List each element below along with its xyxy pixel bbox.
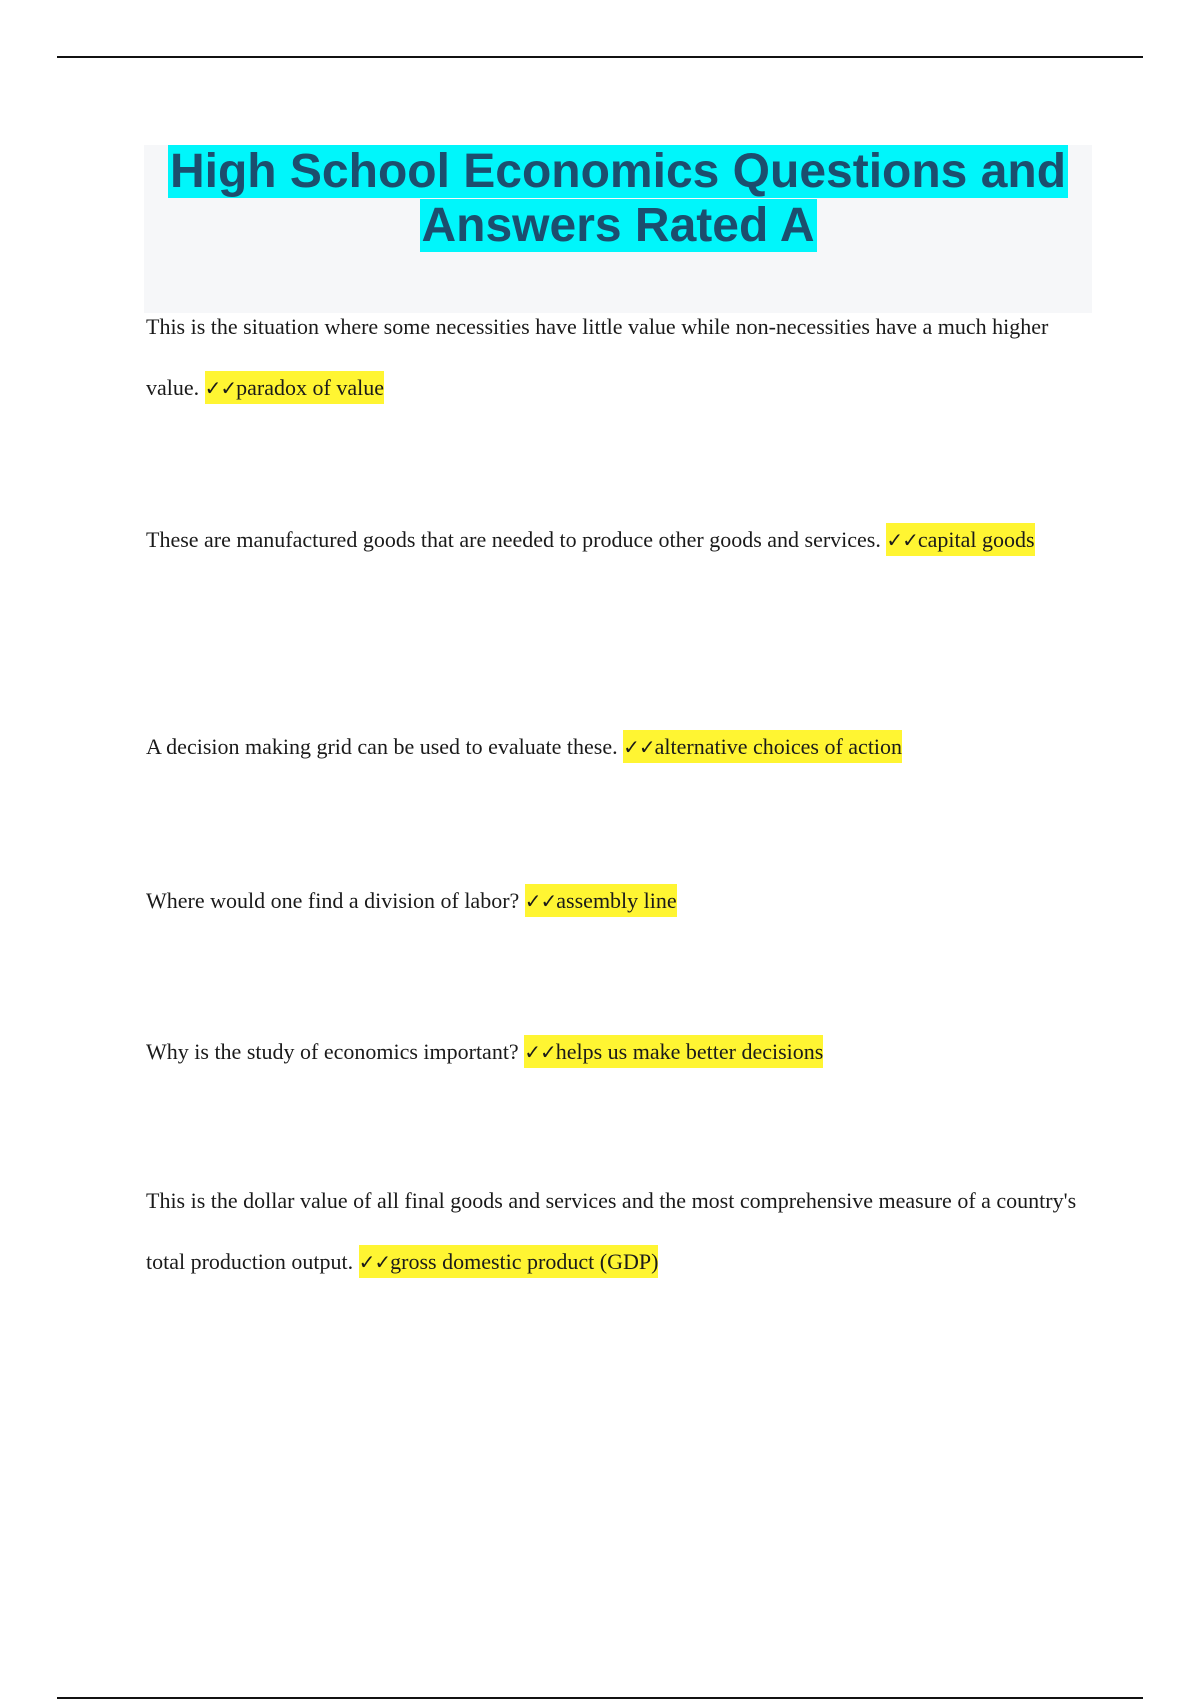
double-check-icon: ✓✓	[358, 1250, 391, 1274]
bottom-rule	[57, 1697, 1143, 1699]
answer-highlight	[886, 523, 1034, 556]
top-rule	[57, 56, 1143, 58]
qa-item-3	[146, 716, 1096, 778]
qa-item-2	[146, 509, 1096, 571]
answer-highlight	[359, 1245, 659, 1278]
qa-item-6	[146, 1170, 1096, 1293]
qa-item-1	[146, 296, 1096, 419]
double-check-icon: ✓✓	[204, 376, 237, 400]
question-text: This is the situation where some necessities have little value while non-necessities have a much higher value.	[146, 314, 1049, 400]
answer-text: helps us make better decisions	[555, 1039, 824, 1064]
answer-text: alternative choices of action	[654, 734, 903, 759]
answer-text: capital goods	[917, 527, 1035, 552]
question-text: Where would one find a division of labor?	[146, 888, 520, 913]
question-text: Why is the study of economics important?	[146, 1039, 519, 1064]
answer-text: paradox of value	[236, 375, 384, 400]
title-line-2: Answers Rated A	[421, 199, 815, 252]
answer-text: gross domestic product (GDP)	[390, 1249, 659, 1274]
question-text: A decision making grid can be used to evaluate these.	[146, 734, 618, 759]
double-check-icon: ✓✓	[623, 735, 655, 759]
double-check-icon: ✓✓	[524, 889, 557, 913]
answer-highlight	[205, 371, 384, 404]
answer-highlight	[525, 884, 677, 917]
qa-item-5	[146, 1021, 1096, 1083]
answer-highlight	[623, 730, 902, 763]
title-block	[144, 145, 1092, 313]
title-line-1: High School Economics Questions and	[169, 145, 1067, 198]
answer-highlight	[524, 1035, 823, 1068]
question-text: This is the dollar value of all final goods and services and the most comprehensive measure of a country's total production output.	[146, 1188, 1077, 1274]
double-check-icon: ✓✓	[886, 528, 918, 552]
document-title	[144, 145, 1092, 253]
qa-item-4	[146, 870, 1096, 932]
answer-text: assembly line	[556, 888, 677, 913]
question-text: These are manufactured goods that are needed to produce other goods and services.	[146, 527, 881, 552]
double-check-icon: ✓✓	[524, 1040, 556, 1064]
